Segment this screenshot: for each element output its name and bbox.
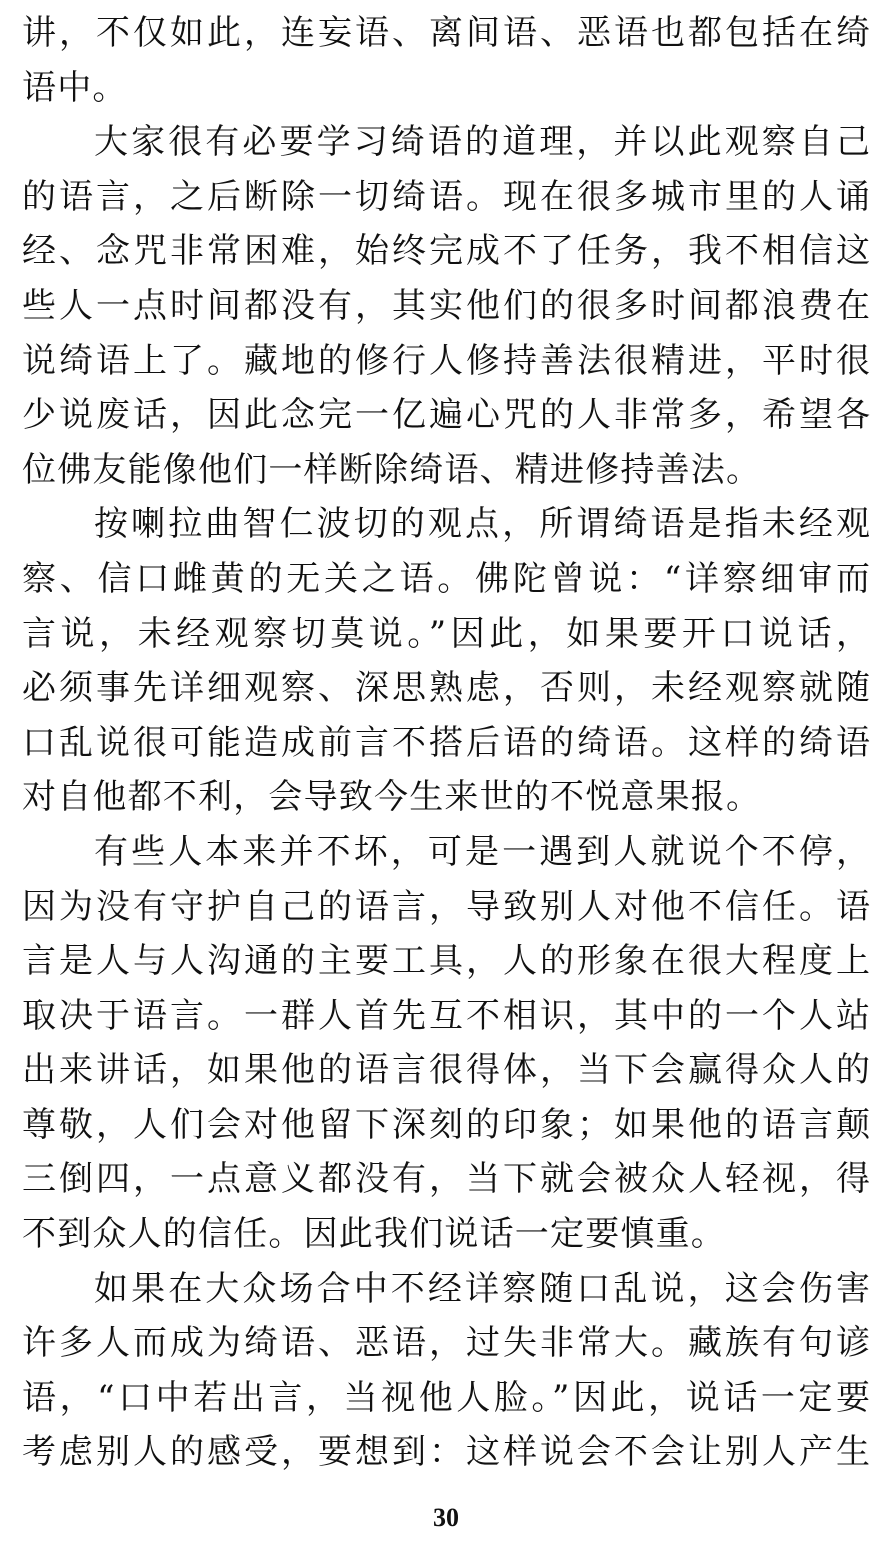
text-line: 察、信口雌黄的无关之语。佛陀曾说：“详察细审而 — [22, 558, 870, 599]
text-line: 不到众人的信任。因此我们说话一定要慎重。 — [22, 1214, 726, 1255]
text-line: 经、念咒非常困难，始终完成不了任务，我不相信这 — [22, 231, 870, 272]
text-line: 尊敬，人们会对他留下深刻的印象；如果他的语言颠 — [22, 1104, 870, 1145]
text-line: 讲，不仅如此，连妄语、离间语、恶语也都包括在绮 — [22, 13, 870, 53]
text-line: 大家很有必要学习绮语的道理，并以此观察自己 — [94, 122, 870, 163]
text-line: 少说废话，因此念完一亿遍心咒的人非常多，希望各 — [22, 395, 870, 436]
text-line: 因为没有守护自己的语言，导致别人对他不信任。语 — [22, 886, 870, 927]
text-line: 对自他都不利，会导致今生来世的不悦意果报。 — [22, 777, 762, 818]
page-number: 30 — [433, 1503, 459, 1532]
text-line: 取决于语言。一群人首先互不相识，其中的一个人站 — [22, 995, 870, 1036]
text-line: 语中。 — [22, 67, 128, 108]
text-line: 三倒四，一点意义都没有，当下就会被众人轻视，得 — [22, 1159, 870, 1200]
text-line: 考虑别人的感受，要想到：这样说会不会让别人产生 — [22, 1432, 870, 1473]
text-line: 言是人与人沟通的主要工具，人的形象在很大程度上 — [22, 941, 870, 982]
text-line: 许多人而成为绮语、恶语，过失非常大。藏族有句谚 — [22, 1323, 870, 1364]
text-line: 说绮语上了。藏地的修行人修持善法很精进，平时很 — [22, 340, 870, 381]
text-line: 的语言，之后断除一切绮语。现在很多城市里的人诵 — [22, 176, 870, 217]
text-line: 口乱说很可能造成前言不搭后语的绮语。这样的绮语 — [22, 722, 870, 763]
text-line: 按喇拉曲智仁波切的观点，所谓绮语是指未经观 — [94, 504, 870, 545]
text-line: 出来讲话，如果他的语言很得体，当下会赢得众人的 — [22, 1050, 870, 1091]
body-text — [22, 0, 870, 1480]
text-line: 有些人本来并不坏，可是一遇到人就说个不停， — [94, 831, 870, 872]
text-line: 位佛友能像他们一样断除绮语、精进修持善法。 — [22, 449, 762, 490]
text-line: 言说，未经观察切莫说。”因此，如果要开口说话， — [22, 613, 870, 654]
text-line: 语，“口中若出言，当视他人脸。”因此，说话一定要 — [22, 1377, 870, 1418]
text-line: 如果在大众场合中不经详察随口乱说，这会伤害 — [94, 1268, 870, 1309]
text-line: 些人一点时间都没有，其实他们的很多时间都浪费在 — [22, 285, 870, 326]
text-line: 必须事先详细观察、深思熟虑，否则，未经观察就随 — [22, 668, 870, 709]
